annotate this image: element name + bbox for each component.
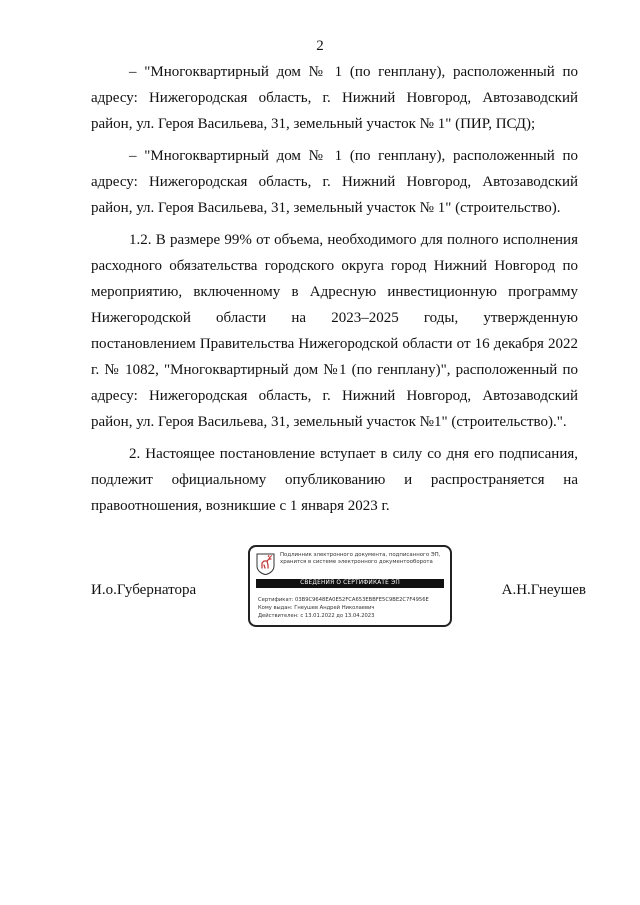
document-body [91, 59, 578, 519]
coat-of-arms-deer-icon [256, 553, 275, 575]
paragraph-clause-2: 2. Настоящее постановление вступает в силу со дня его подписания, подлежит официальному опубликованию и распространяется на правоотношения, возникшие с 1 января 2023 г. [91, 446, 578, 514]
stamp-validity: Действителен: с 13.01.2022 до 13.04.2023 [258, 613, 375, 619]
stamp-title-bar: СВЕДЕНИЯ О СЕРТИФИКАТЕ ЭП [256, 579, 444, 588]
stamp-issued-to: Кому выдан: Гнеушев Андрей Николаевич [258, 605, 375, 611]
page-number: 2 [316, 38, 324, 54]
paragraph-bullet-1: – "Многоквартирный дом № 1 (по генплану), расположенный по адресу: Нижегородская область, г. Нижний Новгород, Автозаводский район, ул. Героя Васильева, 31, земельный участок № 1" (ПИР, ПСД); [91, 64, 578, 132]
stamp-header-text: Подлинник электронного документа, подписанного ЭП, хранится в системе электронного документооборота [280, 552, 441, 565]
paragraph-bullet-2: – "Многоквартирный дом № 1 (по генплану), расположенный по адресу: Нижегородская область, г. Нижний Новгород, Автозаводский район, ул. Героя Васильева, 31, земельный участок № 1" (строительство). [91, 148, 578, 216]
electronic-signature-stamp [248, 545, 452, 627]
stamp-certificate-number: Сертификат: 03B9C9648EA0E52FCA653EBBFE5C9BE2C7F4956E [258, 597, 429, 603]
paragraph-clause-1-2: 1.2. В размере 99% от объема, необходимого для полного исполнения расходного обязательства городского округа город Нижний Новгород по мероприятию, включенному в Адресную инвестиционную программу Нижегородской области на 2023–2025 годы, утвержденную постановлением Правительства Нижегородской области от 16 декабря 2022 г. № 1082, "Многоквартирный дом №1 (по генплану)", расположенный по адресу: Нижегородская область, г. Нижний Новгород, Автозаводский район, ул. Героя Васильева, 31, земельный участок №1" (строительство).". [91, 232, 578, 430]
signatory-position: И.о.Губернатора [91, 582, 197, 598]
signatory-name: А.Н.Гнеушев [501, 582, 586, 598]
